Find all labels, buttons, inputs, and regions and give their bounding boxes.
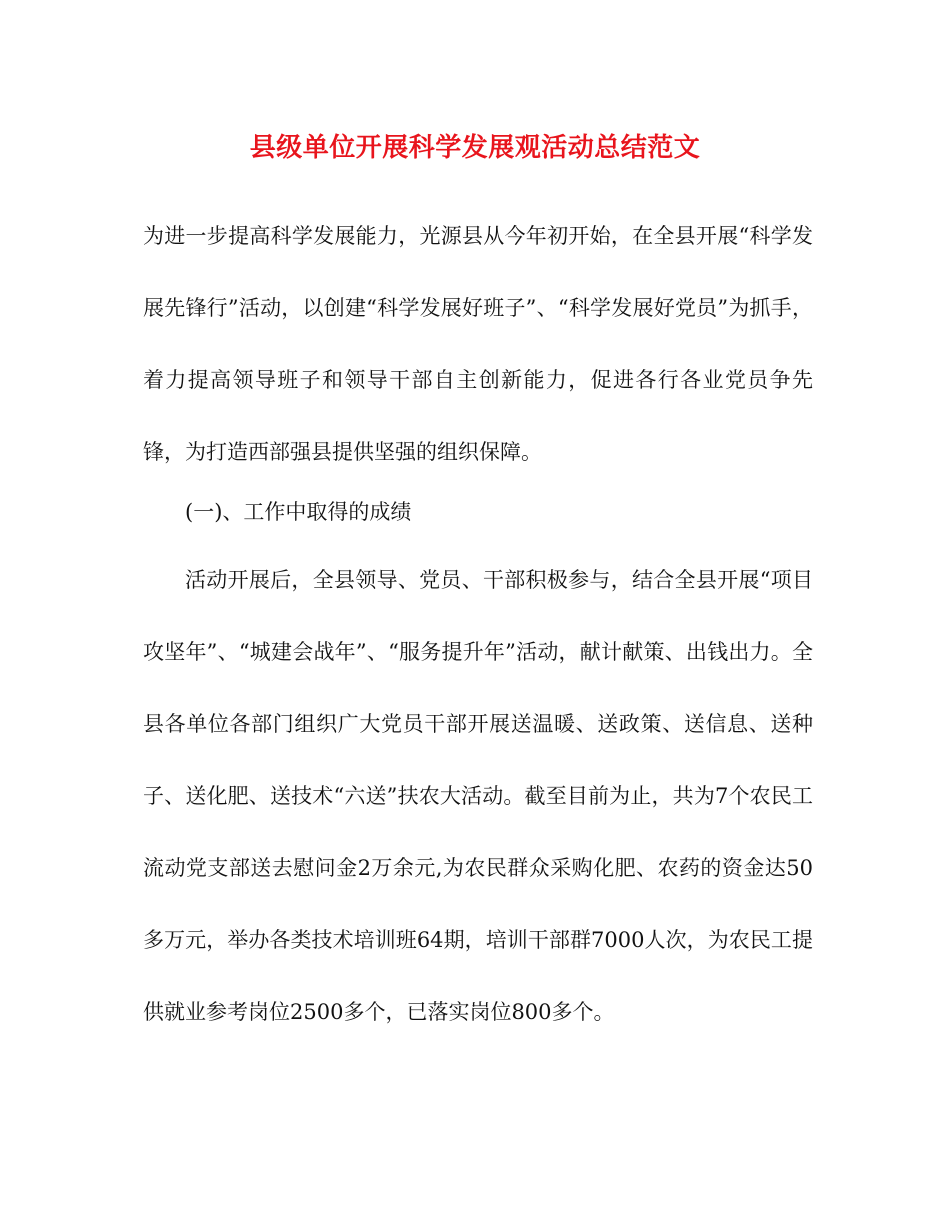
section-heading: (一)、工作中取得的成绩 xyxy=(185,500,412,524)
document-title: 县级单位开展科学发展观活动总结范文 xyxy=(249,133,701,163)
intro-paragraph: 为进一步提高科学发展能力，光源县从今年初开始，在全县开展“科学发展先锋行”活动，以创建“科学发展好班子”、“科学发展好党员”为抓手，着力提高领导班子和领导干部自主创新能力，促进各行各业党员争先锋，为打造西部强县提供坚强的组织保障。 xyxy=(143,224,813,464)
achievements-paragraph: 活动开展后，全县领导、党员、干部积极参与，结合全县开展“项目攻坚年”、“城建会战年”、“服务提升年”活动，献计献策、出钱出力。全县各单位各部门组织广大党员干部开展送温暖、送政策、送信息、送种子、送化肥、送技术“六送”扶农大活动。截至目前为止，共为7个农民工流动党支部送去慰问金2万余元,为农民群众采购化肥、农药的资金达50多万元，举办各类技术培训班64期，培训干部群7000人次，为农民工提供就业参考岗位2500多个，已落实岗位800多个。 xyxy=(143,568,813,1024)
